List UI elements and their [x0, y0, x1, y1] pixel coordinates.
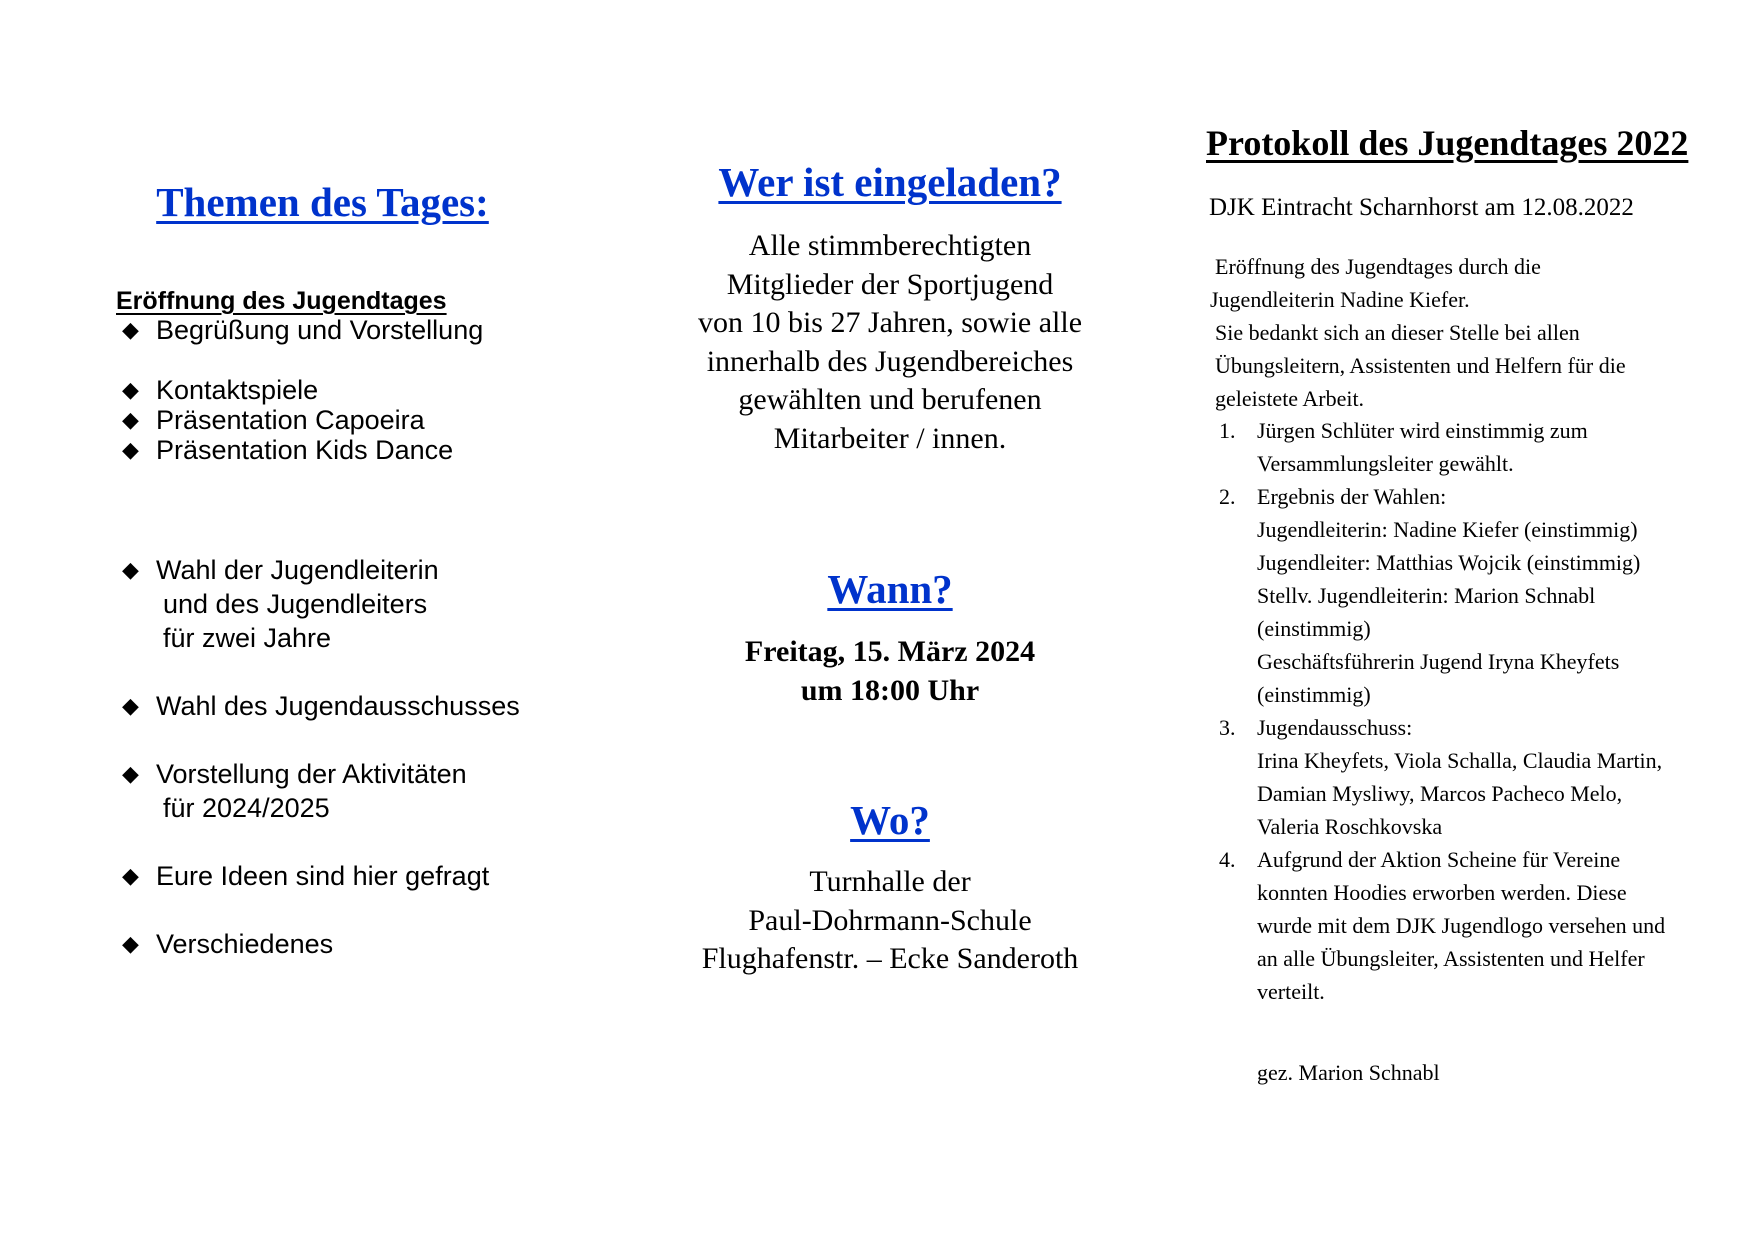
signature: gez. Marion Schnabl: [1257, 1060, 1440, 1085]
minutes-item: 3. Jugendausschuss: Irina Kheyfets, Viola Schalla, Claudia Martin, Damian Mysliwy, Marcos Pacheco Melo, Valeria Roschkovska: [1219, 715, 1663, 839]
minutes-title: Protokoll des Jugendtages 2022: [1206, 123, 1689, 163]
agenda-item: ◆ Begrüßung und Vorstellung: [122, 315, 484, 345]
where-text: Turnhalle der Paul-Dohrmann-Schule Flughafenstr. – Ecke Sanderoth: [701, 865, 1079, 975]
diamond-bullet-icon: ◆: [122, 761, 139, 786]
when-text: Freitag, 15. März 2024 um 18:00 Uhr: [744, 635, 1036, 707]
minutes-intro: Eröffnung des Jugendtages durch die Jugendleiterin Nadine Kiefer. Sie bedankt sich an dieser Stelle bei allen Übungsleitern, Assistenten und Helfern für die geleistete Arbeit.: [1210, 254, 1626, 411]
minutes-item: 1. Jürgen Schlüter wird einstimmig zum Versammlungsleiter gewählt.: [1219, 418, 1588, 476]
diamond-bullet-icon: ◆: [122, 863, 139, 888]
minutes-item: 2. Ergebnis der Wahlen: Jugendleiterin: Nadine Kiefer (einstimmig) Jugendleiter: Matthias Wojcik (einstimmig) Stellv. Jugendleiterin: Marion Schnabl (einstimmig) Geschäftsführerin Jugend Iryna Kheyfets (einstimmig): [1219, 484, 1641, 707]
agenda-column: [0, 0, 585, 1241]
agenda-item: ◆ Eure Ideen sind hier gefragt: [122, 861, 490, 891]
agenda-item: ◆ Präsentation Capoeira: [122, 405, 425, 435]
agenda-item: ◆ Wahl des Jugendausschusses: [122, 691, 520, 721]
diamond-bullet-icon: ◆: [122, 437, 139, 462]
minutes-item: 4. Aufgrund der Aktion Scheine für Vereine konnten Hoodies erworben werden. Diese wurde mit dem DJK Jugendlogo versehen und an alle Übungsleiter, Assistenten und Helfer verteilt.: [1219, 847, 1666, 1004]
minutes-column: [1195, 0, 1755, 1241]
agenda-item: ◆ Wahl der Jugendleiterin und des Jugendleiters für zwei Jahre: [122, 555, 439, 653]
diamond-bullet-icon: ◆: [122, 407, 139, 432]
when-heading: Wann?: [827, 566, 953, 612]
who-heading: Wer ist eingeladen?: [718, 159, 1062, 205]
minutes-subtitle: DJK Eintracht Scharnhorst am 12.08.2022: [1209, 194, 1634, 221]
invitation-column: [640, 0, 1140, 1241]
agenda-item: ◆ Verschiedenes: [122, 929, 334, 959]
minutes-list: [1195, 414, 1665, 1008]
agenda-subheading: Eröffnung des Jugendtages: [116, 287, 447, 315]
agenda-item: ◆ Kontaktspiele: [122, 375, 319, 405]
diamond-bullet-icon: ◆: [122, 931, 139, 956]
diamond-bullet-icon: ◆: [122, 693, 139, 718]
agenda-item: ◆ Präsentation Kids Dance: [122, 435, 454, 465]
agenda-title: Themen des Tages:: [156, 179, 489, 225]
who-text: Alle stimmberechtigten Mitglieder der Sportjugend von 10 bis 27 Jahren, sowie alle innerhalb des Jugendbereiches gewählten und berufenen Mitarbeiter / innen.: [697, 229, 1083, 455]
diamond-bullet-icon: ◆: [122, 377, 139, 402]
where-heading: Wo?: [850, 797, 930, 843]
agenda-item: ◆ Vorstellung der Aktivitäten für 2024/2025: [122, 759, 467, 823]
diamond-bullet-icon: ◆: [122, 557, 139, 582]
diamond-bullet-icon: ◆: [122, 317, 139, 342]
